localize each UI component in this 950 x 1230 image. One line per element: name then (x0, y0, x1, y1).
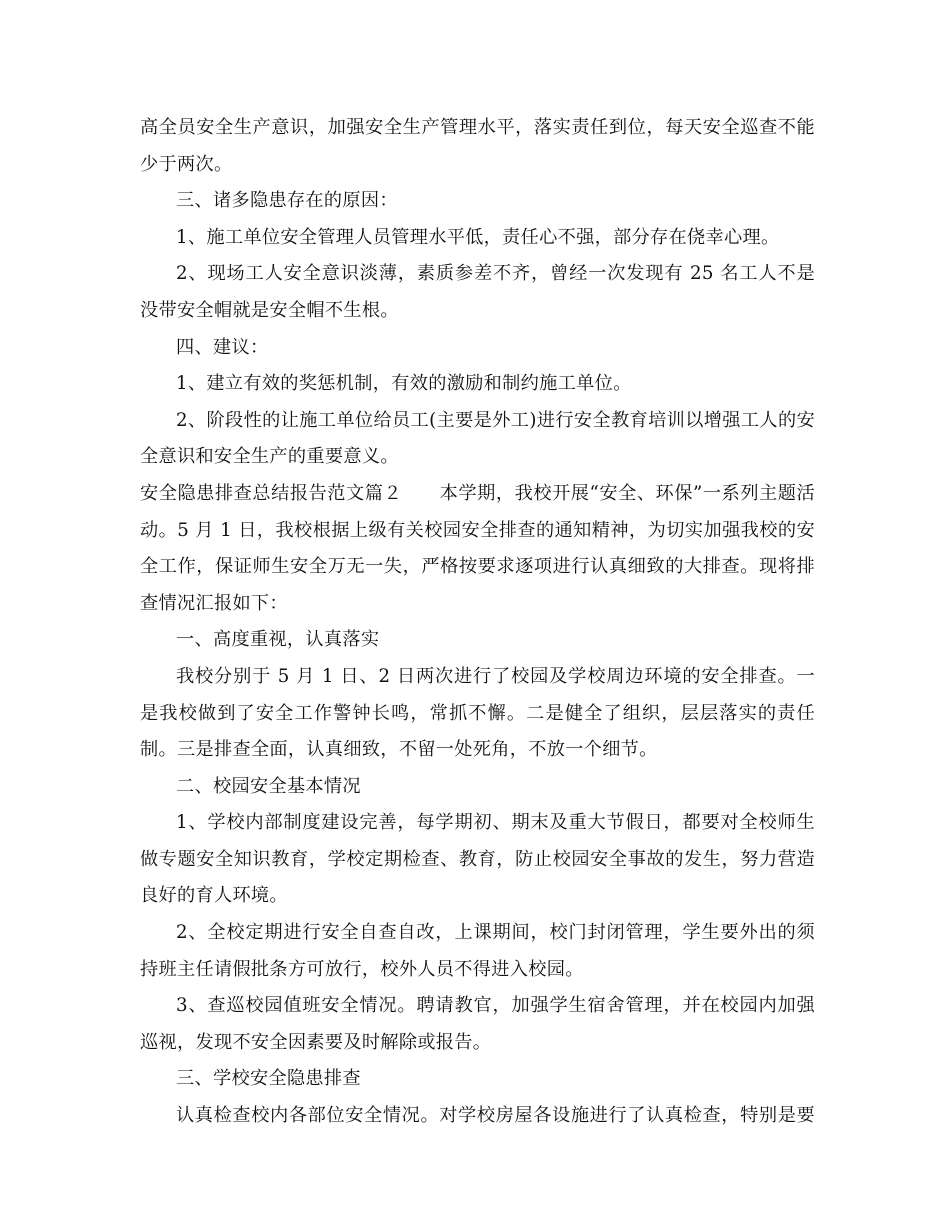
paragraph: 1、施工单位安全管理人员管理水平低，责任心不强，部分存在侥幸心理。 (176, 226, 780, 248)
paragraph: 安全隐患排查总结报告范文篇２ 本学期，我校开展“安全、环保”一系列主题活动。5 月 1 日，我校根据上级有关校园安全排查的通知精神，为切实加强我校的安全工作，保证师生安全万无一失，严格按要求逐项进行认真细致的大排查。现将排查情况汇报如下： (140, 482, 815, 614)
section-heading: 四、建议： (176, 336, 269, 358)
section-heading: 二、校园安全基本情况 (176, 775, 361, 797)
paragraph: 3、查巡校园值班安全情况。聘请教官，加强学生宿舍管理，并在校园内加强巡视，发现不安全因素要及时解除或报告。 (140, 995, 815, 1053)
paragraph: 2、阶段性的让施工单位给员工(主要是外工)进行安全教育培训以增强工人的安全意识和安全生产的重要意义。 (140, 409, 815, 468)
paragraph: 1、建立有效的奖惩机制，有效的激励和制约施工单位。 (176, 373, 632, 395)
paragraph: 1、学校内部制度建设完善，每学期初、期末及重大节假日，都要对全校师生做专题安全知识教育，学校定期检查、教育，防止校园安全事故的发生，努力营造良好的育人环境。 (140, 812, 815, 907)
paragraph: 高全员安全生产意识，加强安全生产管理水平，落实责任到位，每天安全巡查不能少于两次。 (140, 117, 815, 175)
section-heading: 三、学校安全隐患排查 (176, 1068, 361, 1090)
paragraph: 我校分别于 5 月 1 日、2 日两次进行了校园及学校周边环境的安全排查。一是我校做到了安全工作警钟长鸣，常抓不懈。二是健全了组织，层层落实的责任制。三是排查全面，认真细致，不留一处死角，不放一个细节。 (140, 665, 815, 761)
document-body (140, 110, 815, 1135)
paragraph: 认真检查校内各部位安全情况。对学校房屋各设施进行了认真检查，特别是要 (176, 1105, 815, 1127)
paragraph: 2、现场工人安全意识淡薄，素质参差不齐，曾经一次发现有 25 名工人不是没带安全帽就是安全帽不生根。 (140, 263, 815, 321)
paragraph: 2、全校定期进行安全自查自改，上课期间，校门封闭管理，学生要外出的须持班主任请假批条方可放行，校外人员不得进入校园。 (140, 922, 815, 980)
section-heading: 三、诸多隐患存在的原因： (176, 190, 398, 212)
section-heading: 一、高度重视，认真落实 (176, 629, 380, 651)
